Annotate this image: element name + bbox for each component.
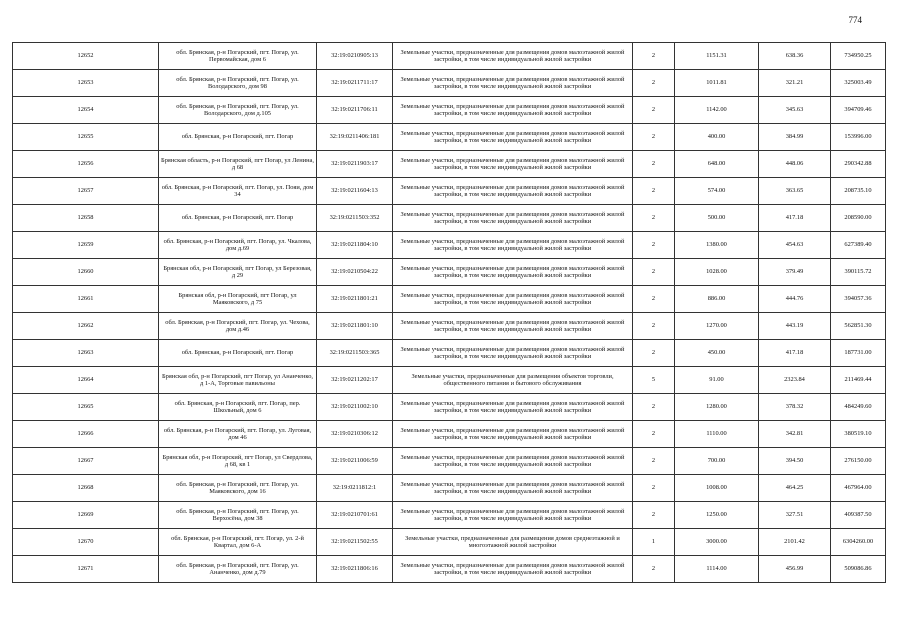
specific-value-cell: 378.32 xyxy=(759,394,831,421)
specific-value-cell: 394.50 xyxy=(759,448,831,475)
land-use-cell: Земельные участки, предназначенные для размещения домов малоэтажной жилой застройки, в том числе индивидуальной жилой застройки xyxy=(393,151,633,178)
specific-value-cell: 464.25 xyxy=(759,475,831,502)
address-cell: обл. Брянская, р-н Погарский, пгт. Погар, ул. Чкалова, дом д.69 xyxy=(159,232,317,259)
cadastral-value-cell: 276150.00 xyxy=(831,448,886,475)
cadastral-number-cell: 32:19:0211801:10 xyxy=(317,313,393,340)
specific-value-cell: 454.63 xyxy=(759,232,831,259)
land-use-cell: Земельные участки, предназначенные для размещения домов малоэтажной жилой застройки, в том числе индивидуальной жилой застройки xyxy=(393,124,633,151)
table-row xyxy=(13,232,886,259)
row-number: 12667 xyxy=(13,448,159,475)
cadastral-number-cell: 32:19:0210905:13 xyxy=(317,43,393,70)
cadastral-number-cell: 32:19:0211503:365 xyxy=(317,340,393,367)
row-number: 12661 xyxy=(13,286,159,313)
table-row xyxy=(13,556,886,583)
cadastral-value-cell: 6304260.00 xyxy=(831,529,886,556)
row-number: 12660 xyxy=(13,259,159,286)
area-cell: 500.00 xyxy=(675,205,759,232)
specific-value-cell: 345.63 xyxy=(759,97,831,124)
area-cell: 886.00 xyxy=(675,286,759,313)
group-cell: 2 xyxy=(633,178,675,205)
cadastral-value-cell: 187731.00 xyxy=(831,340,886,367)
area-cell: 1151.31 xyxy=(675,43,759,70)
specific-value-cell: 342.81 xyxy=(759,421,831,448)
group-cell: 2 xyxy=(633,205,675,232)
land-use-cell: Земельные участки, предназначенные для размещения домов малоэтажной жилой застройки, в том числе индивидуальной жилой застройки xyxy=(393,448,633,475)
row-number: 12659 xyxy=(13,232,159,259)
cadastral-value-cell: 380519.10 xyxy=(831,421,886,448)
row-number: 12662 xyxy=(13,313,159,340)
area-cell: 1011.81 xyxy=(675,70,759,97)
specific-value-cell: 417.18 xyxy=(759,205,831,232)
address-cell: обл. Брянская, р-н Погарский, пгт. Погар, ул. 2-й Квартал, дом 6-А xyxy=(159,529,317,556)
area-cell: 1250.00 xyxy=(675,502,759,529)
row-number: 12663 xyxy=(13,340,159,367)
specific-value-cell: 363.65 xyxy=(759,178,831,205)
cadastral-value-cell: 627389.40 xyxy=(831,232,886,259)
address-cell: обл. Брянская, р-н Погарский, пгт. Погар, ул. Верхосёна, дом 38 xyxy=(159,502,317,529)
land-use-cell: Земельные участки, предназначенные для размещения домов малоэтажной жилой застройки, в том числе индивидуальной жилой застройки xyxy=(393,286,633,313)
page-number: 774 xyxy=(848,15,862,25)
group-cell: 5 xyxy=(633,367,675,394)
address-cell: Брянская обл, р-н Погарский, пгт Погар, ул Березовая, д 29 xyxy=(159,259,317,286)
land-use-cell: Земельные участки, предназначенные для размещения домов малоэтажной жилой застройки, в том числе индивидуальной жилой застройки xyxy=(393,313,633,340)
specific-value-cell: 327.51 xyxy=(759,502,831,529)
row-number: 12668 xyxy=(13,475,159,502)
land-use-cell: Земельные участки, предназначенные для размещения домов малоэтажной жилой застройки, в том числе индивидуальной жилой застройки xyxy=(393,556,633,583)
cadastral-value-cell: 509086.86 xyxy=(831,556,886,583)
land-use-cell: Земельные участки, предназначенные для размещения домов среднеэтажной и многоэтажной жилой застройки xyxy=(393,529,633,556)
group-cell: 2 xyxy=(633,556,675,583)
cadastral-value-cell: 390115.72 xyxy=(831,259,886,286)
land-use-cell: Земельные участки, предназначенные для размещения домов малоэтажной жилой застройки, в том числе индивидуальной жилой застройки xyxy=(393,475,633,502)
area-cell: 1028.00 xyxy=(675,259,759,286)
table-row xyxy=(13,259,886,286)
row-number: 12658 xyxy=(13,205,159,232)
cadastral-number-cell: 32:19:0211903:17 xyxy=(317,151,393,178)
cadastral-number-cell: 32:19:0211406:181 xyxy=(317,124,393,151)
area-cell: 1008.00 xyxy=(675,475,759,502)
land-use-cell: Земельные участки, предназначенные для размещения домов малоэтажной жилой застройки, в том числе индивидуальной жилой застройки xyxy=(393,43,633,70)
group-cell: 2 xyxy=(633,97,675,124)
group-cell: 2 xyxy=(633,43,675,70)
cadastral-number-cell: 32:19:0210504:22 xyxy=(317,259,393,286)
cadastral-value-table xyxy=(12,42,886,583)
cadastral-number-cell: 32:19:0211503:352 xyxy=(317,205,393,232)
row-number: 12657 xyxy=(13,178,159,205)
cadastral-number-cell: 32:19:0211711:17 xyxy=(317,70,393,97)
group-cell: 2 xyxy=(633,70,675,97)
land-use-cell: Земельные участки, предназначенные для размещения домов малоэтажной жилой застройки, в том числе индивидуальной жилой застройки xyxy=(393,205,633,232)
specific-value-cell: 638.36 xyxy=(759,43,831,70)
area-cell: 1280.00 xyxy=(675,394,759,421)
table-row xyxy=(13,340,886,367)
land-use-cell: Земельные участки, предназначенные для размещения домов малоэтажной жилой застройки, в том числе индивидуальной жилой застройки xyxy=(393,421,633,448)
address-cell: обл. Брянская, р-н Погарский, пгт. Погар, ул. Первомайская, дом 6 xyxy=(159,43,317,70)
row-number: 12665 xyxy=(13,394,159,421)
row-number: 12666 xyxy=(13,421,159,448)
cadastral-number-cell: 32:19:0211806:16 xyxy=(317,556,393,583)
address-cell: обл. Брянская, р-н Погарский, пгт. Погар xyxy=(159,124,317,151)
table-row xyxy=(13,286,886,313)
specific-value-cell: 379.49 xyxy=(759,259,831,286)
group-cell: 2 xyxy=(633,313,675,340)
cadastral-value-cell: 562851.30 xyxy=(831,313,886,340)
row-number: 12671 xyxy=(13,556,159,583)
cadastral-value-cell: 467964.00 xyxy=(831,475,886,502)
cadastral-number-cell: 32:19:0211006:59 xyxy=(317,448,393,475)
cadastral-value-cell: 734950.25 xyxy=(831,43,886,70)
group-cell: 2 xyxy=(633,475,675,502)
land-use-cell: Земельные участки, предназначенные для размещения домов малоэтажной жилой застройки, в том числе индивидуальной жилой застройки xyxy=(393,178,633,205)
cadastral-value-cell: 394057.36 xyxy=(831,286,886,313)
area-cell: 648.00 xyxy=(675,151,759,178)
cadastral-value-cell: 325003.49 xyxy=(831,70,886,97)
area-cell: 400.00 xyxy=(675,124,759,151)
group-cell: 2 xyxy=(633,340,675,367)
group-cell: 2 xyxy=(633,286,675,313)
table-row xyxy=(13,421,886,448)
land-use-cell: Земельные участки, предназначенные для размещения домов малоэтажной жилой застройки, в том числе индивидуальной жилой застройки xyxy=(393,340,633,367)
table-row xyxy=(13,313,886,340)
table-row xyxy=(13,448,886,475)
row-number: 12655 xyxy=(13,124,159,151)
table-row xyxy=(13,367,886,394)
specific-value-cell: 321.21 xyxy=(759,70,831,97)
group-cell: 2 xyxy=(633,232,675,259)
land-use-cell: Земельные участки, предназначенные для размещения домов малоэтажной жилой застройки, в том числе индивидуальной жилой застройки xyxy=(393,97,633,124)
cadastral-value-cell: 290342.88 xyxy=(831,151,886,178)
cadastral-value-cell: 394709.46 xyxy=(831,97,886,124)
cadastral-number-cell: 32:19:0211801:21 xyxy=(317,286,393,313)
area-cell: 1270.00 xyxy=(675,313,759,340)
cadastral-value-cell: 208590.00 xyxy=(831,205,886,232)
cadastral-value-cell: 484249.60 xyxy=(831,394,886,421)
group-cell: 2 xyxy=(633,394,675,421)
row-number: 12656 xyxy=(13,151,159,178)
row-number: 12653 xyxy=(13,70,159,97)
land-use-cell: Земельные участки, предназначенные для размещения домов малоэтажной жилой застройки, в том числе индивидуальной жилой застройки xyxy=(393,502,633,529)
cadastral-number-cell: 32:19:0211202:17 xyxy=(317,367,393,394)
address-cell: обл. Брянская, р-н Погарский, пгт. Погар, ул. Володарского, дом д.105 xyxy=(159,97,317,124)
cadastral-value-cell: 208735.10 xyxy=(831,178,886,205)
specific-value-cell: 384.99 xyxy=(759,124,831,151)
land-use-cell: Земельные участки, предназначенные для размещения домов малоэтажной жилой застройки, в том числе индивидуальной жилой застройки xyxy=(393,232,633,259)
cadastral-number-cell: 32:19:0211812:1 xyxy=(317,475,393,502)
table-row xyxy=(13,205,886,232)
cadastral-number-cell: 32:19:0210701:61 xyxy=(317,502,393,529)
address-cell: обл. Брянская, р-н Погарский, пгт. Погар, ул. Володарского, дом 98 xyxy=(159,70,317,97)
area-cell: 700.00 xyxy=(675,448,759,475)
address-cell: обл. Брянская, р-н Погарский, пгт. Погар, пер. Школьный, дом 6 xyxy=(159,394,317,421)
address-cell: обл. Брянская, р-н Погарский, пгт. Погар, ул. Пояи, дом 34 xyxy=(159,178,317,205)
area-cell: 1110.00 xyxy=(675,421,759,448)
table-row xyxy=(13,394,886,421)
table-row xyxy=(13,529,886,556)
address-cell: обл. Брянская, р-н Погарский, пгт. Погар, ул. Маяковского, дом 16 xyxy=(159,475,317,502)
group-cell: 2 xyxy=(633,151,675,178)
land-use-cell: Земельные участки, предназначенные для размещения домов малоэтажной жилой застройки, в том числе индивидуальной жилой застройки xyxy=(393,70,633,97)
specific-value-cell: 417.18 xyxy=(759,340,831,367)
table-row xyxy=(13,502,886,529)
cadastral-value-cell: 409387.50 xyxy=(831,502,886,529)
area-cell: 574.00 xyxy=(675,178,759,205)
group-cell: 2 xyxy=(633,421,675,448)
area-cell: 3000.00 xyxy=(675,529,759,556)
row-number: 12652 xyxy=(13,43,159,70)
address-cell: Брянская обл, р-н Погарский, пгт Погар, ул Свердлова, д 68, кв 1 xyxy=(159,448,317,475)
address-cell: обл. Брянская, р-н Погарский, пгт. Погар, ул. Ананченко, дом д.79 xyxy=(159,556,317,583)
area-cell: 450.00 xyxy=(675,340,759,367)
cadastral-number-cell: 32:19:0210306:12 xyxy=(317,421,393,448)
address-cell: Брянская обл, р-н Погарский, пгт Погар, ул Маяковского, д 75 xyxy=(159,286,317,313)
area-cell: 1114.00 xyxy=(675,556,759,583)
specific-value-cell: 456.99 xyxy=(759,556,831,583)
specific-value-cell: 443.19 xyxy=(759,313,831,340)
address-cell: Брянская область, р-н Погарский, пгт Погар, ул Ленина, д 68 xyxy=(159,151,317,178)
table-row xyxy=(13,43,886,70)
table-row xyxy=(13,178,886,205)
group-cell: 1 xyxy=(633,529,675,556)
row-number: 12664 xyxy=(13,367,159,394)
address-cell: Брянская обл, р-н Погарский, пгт Погар, ул Ананченко, д 1-А, Торговые павильоны xyxy=(159,367,317,394)
group-cell: 2 xyxy=(633,124,675,151)
group-cell: 2 xyxy=(633,448,675,475)
cadastral-value-cell: 211469.44 xyxy=(831,367,886,394)
table-row xyxy=(13,151,886,178)
cadastral-number-cell: 32:19:0211604:13 xyxy=(317,178,393,205)
land-use-cell: Земельные участки, предназначенные для размещения домов малоэтажной жилой застройки, в том числе индивидуальной жилой застройки xyxy=(393,394,633,421)
cadastral-value-cell: 153996.00 xyxy=(831,124,886,151)
cadastral-number-cell: 32:19:0211804:10 xyxy=(317,232,393,259)
land-use-cell: Земельные участки, предназначенные для размещения объектов торговли, общественного питания и бытового обслуживания xyxy=(393,367,633,394)
area-cell: 1142.00 xyxy=(675,97,759,124)
row-number: 12669 xyxy=(13,502,159,529)
row-number: 12654 xyxy=(13,97,159,124)
table-row xyxy=(13,97,886,124)
address-cell: обл. Брянская, р-н Погарский, пгт. Погар, ул. Чехова, дом д.46 xyxy=(159,313,317,340)
area-cell: 1380.00 xyxy=(675,232,759,259)
address-cell: обл. Брянская, р-н Погарский, пгт. Погар xyxy=(159,340,317,367)
address-cell: обл. Брянская, р-н Погарский, пгт. Погар xyxy=(159,205,317,232)
table-row xyxy=(13,124,886,151)
group-cell: 2 xyxy=(633,502,675,529)
cadastral-number-cell: 32:19:0211706:11 xyxy=(317,97,393,124)
cadastral-number-cell: 32:19:0211002:10 xyxy=(317,394,393,421)
row-number: 12670 xyxy=(13,529,159,556)
specific-value-cell: 444.76 xyxy=(759,286,831,313)
table-row xyxy=(13,475,886,502)
address-cell: обл. Брянская, р-н Погарский, пгт. Погар, ул. Луговая, дом 46 xyxy=(159,421,317,448)
table-row xyxy=(13,70,886,97)
specific-value-cell: 2101.42 xyxy=(759,529,831,556)
specific-value-cell: 2323.84 xyxy=(759,367,831,394)
group-cell: 2 xyxy=(633,259,675,286)
area-cell: 91.00 xyxy=(675,367,759,394)
specific-value-cell: 448.06 xyxy=(759,151,831,178)
cadastral-number-cell: 32:19:0211502:55 xyxy=(317,529,393,556)
land-use-cell: Земельные участки, предназначенные для размещения домов малоэтажной жилой застройки, в том числе индивидуальной жилой застройки xyxy=(393,259,633,286)
